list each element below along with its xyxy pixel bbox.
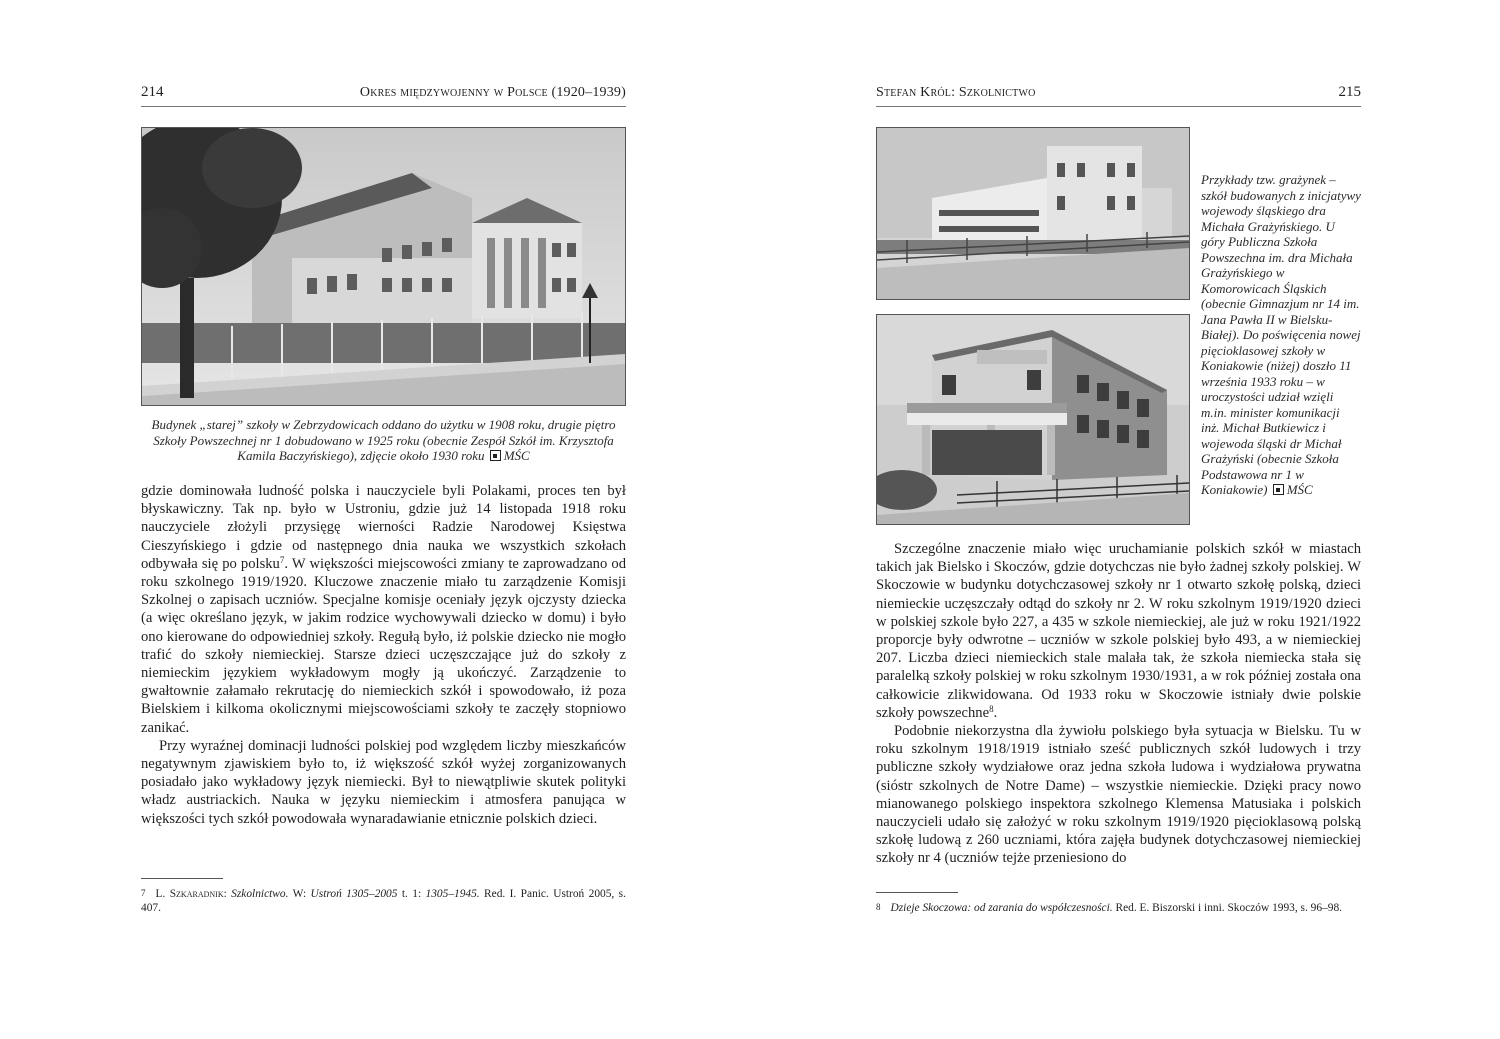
footnote-7 xyxy=(141,886,626,915)
page-number: 215 xyxy=(1338,84,1361,100)
footnote-rest: Red. I. Panic. Ustroń 2005, s. 407. xyxy=(141,888,626,914)
paragraph xyxy=(141,482,626,737)
footnote-ref: 7 xyxy=(279,554,285,565)
caption-text: Budynek „starej” szkoły w Zebrzydowicach oddano do użytku w 1908 roku, drugie piętro Szkoły Powszechnej nr 1 dobudowano w 1925 roku (obecnie Zespół Szkół im. Krzysztofa Kamila Baczyńskiego), zdjęcie około 1930 roku xyxy=(151,417,616,463)
footnote-book: Ustroń 1305–2005 xyxy=(310,888,398,900)
copyright-square-icon xyxy=(490,450,501,461)
running-title: Stefan Król: Szkolnictwo xyxy=(876,85,1036,100)
right-page xyxy=(750,0,1500,1039)
paragraph: Podobnie niekorzystna dla żywiołu polskiego była sytuacja w Bielsku. Tu w roku szkolnym 1918/1919 istniało sześć publicznych szkół ludowych i trzy publiczne szkoły wydziałowe oraz jedna szkoła ludowa i wydziałowa prywatna (sióstr szkolnych de Notre Dame) – wszystkie niemieckie. Dzięki pracy nowo mianowanego polskiego inspektora szkolnego Klemensa Matusiaka i polskich nauczycieli udało się założyć w roku szkolnym 1919/1920 pięcioklasową polską szkołę ludową z 260 uczniami, która zajęła budynek dotychczasowej niemieckiej szkoły nr 4 (uczniów tejże przeniesiono do xyxy=(876,723,1361,867)
footnote-ref: 8 xyxy=(989,703,994,714)
photo-koniakow-school xyxy=(876,314,1190,525)
footnote-title: Szkolnictwo. xyxy=(231,888,289,900)
caption-text: Przykłady tzw. grażynek – szkół budowanych z inicjatywy wojewody śląskiego dra Michała Grażyńskiego. U góry Publiczna Szkoła Powszechna im. dra Michała Grażyńskiego w Komorowicach Śląskich (obecnie Gimnazjum nr 14 im. Jana Pawła II w Bielsku-Białej). Do poświęcenia nowej pięcioklasowej szkoły w Koniakowie (niżej) doszło 11 września 1933 roku – w uroczystości udział wzięli m.in. minister komunikacji inż. Michał Butkiewicz i wojewoda śląski dr Michał Grażyński (obecnie Szkoła Podstawowa nr 1 w Koniakowie) xyxy=(1201,172,1361,497)
photo-komorowice-school xyxy=(876,127,1190,300)
paragraph-text: . xyxy=(993,704,998,721)
footnote-number: 8 xyxy=(876,902,881,912)
caption-credit: MŚC xyxy=(1286,482,1313,497)
photo-zebrzydowice-school xyxy=(141,127,626,406)
running-head-right xyxy=(876,84,1361,107)
footnote-author: L. Szkaradnik: xyxy=(155,888,227,900)
body-text-left xyxy=(141,482,626,828)
footnote-w: W: xyxy=(292,888,307,900)
paragraph-text: Szczególne znaczenie miało więc uruchamianie polskich szkół w miastach takich jak Bielsko i Skoczów, gdzie dotychczas nie było żadnej szkoły polskiej. W Skoczowie w budynku dotychczasowej szkoły nr 1 otwarto szkołę polską, dzieci niemieckie uczęszczały odtąd do szkoły nr 2. W roku szkolnym 1919/1920 dzieci w polskiej szkole było 227, a 435 w szkole niemieckiej, ale już w roku 1921/1922 proporcje były odwrotne – uczniów w szkole polskiej było 493, a w niemieckiej 207. Liczba dzieci niemieckich stale malała tak, że szkoła niemiecka stała się paralelką szkoły polskiej w roku szkolnym 1930/1931, a w rok później została ona całkowicie zlikwidowana. Od 1933 roku w Skoczowie istniały dwie polskie szkoły powszechne xyxy=(876,541,1361,721)
footnote-8 xyxy=(876,900,1361,915)
photo-komorowice-image xyxy=(877,128,1189,299)
photo-caption xyxy=(141,417,626,464)
footnote-volume: t. 1: xyxy=(401,888,422,900)
photo-zebrzydowice-image xyxy=(142,128,625,405)
paragraph: Przy wyraźnej dominacji ludności polskiej pod względem liczby mieszkańców negatywnym zjawiskiem było to, iż większość szkół wyżej zorganizowanych posiadało jako wykładowy język niemiecki. Był to niewątpliwie skutek polityki władz austriackich. Nauka w języku niemieckim i atmosfera panująca w większości tych szkół powodowała wynaradawianie etnicznie polskich dzieci. xyxy=(141,737,626,827)
body-text-right xyxy=(876,540,1361,868)
footnote-number: 7 xyxy=(141,888,146,898)
footnote-rule xyxy=(876,892,958,893)
footnote-title: Dzieje Skoczowa: od zarania do współczesności. xyxy=(890,902,1113,914)
footnote-part: 1305–1945. xyxy=(425,888,480,900)
footnote-rest: Red. E. Biszorski i inni. Skoczów 1993, s. 96–98. xyxy=(1115,902,1343,914)
paragraph-text: . W większości miejscowości zmiany te zaprowadzano od roku szkolnego 1919/1920. Kluczowe znaczenie miało tu zarządzenie Komisji Szkolnej o zapisach uczniów. Specjalne komisje oceniały język ojczysty dziecka (a więc określano język, w jakim rodzice wychowywali dziecko w domu) i było ono kierowane do odpowiedniej szkoły. Regułą było, iż polskie dziecko nie mogło trafić do szkoły niemieckiej. Starsze dzieci uczęszczające już do szkoły z niemieckim językiem wykładowym mogły ją ukończyć. Zarządzenie to gwałtownie załamało rekrutację do niemieckich szkół i spowodowało, iż poza Bielskiem i kilkoma okolicznymi miejscowościami szkoły te zaczęły stopniowo zanikać. xyxy=(141,555,626,736)
paragraph-text: gdzie dominowała ludność polska i nauczyciele byli Polakami, proces ten był błyskawiczny. Tak np. było w Ustroniu, gdzie już 14 listopada 1918 roku nauczyciele złożyli przysięgę wierności Radzie Narodowej Księstwa Cieszyńskiego i gdzie od następnego dnia nauka we wszystkich szkołach odbywała się po polsku xyxy=(141,483,626,572)
running-title: Okres międzywojenny w Polsce (1920–1939) xyxy=(359,85,626,100)
copyright-square-icon xyxy=(1273,484,1284,495)
photo-koniakow-image xyxy=(877,315,1189,524)
paragraph xyxy=(876,540,1361,722)
photo-caption xyxy=(1201,172,1361,498)
running-head-left xyxy=(141,84,626,107)
footnote-rule xyxy=(141,878,223,879)
page-number: 214 xyxy=(141,84,164,100)
caption-credit: MŚC xyxy=(503,448,530,463)
